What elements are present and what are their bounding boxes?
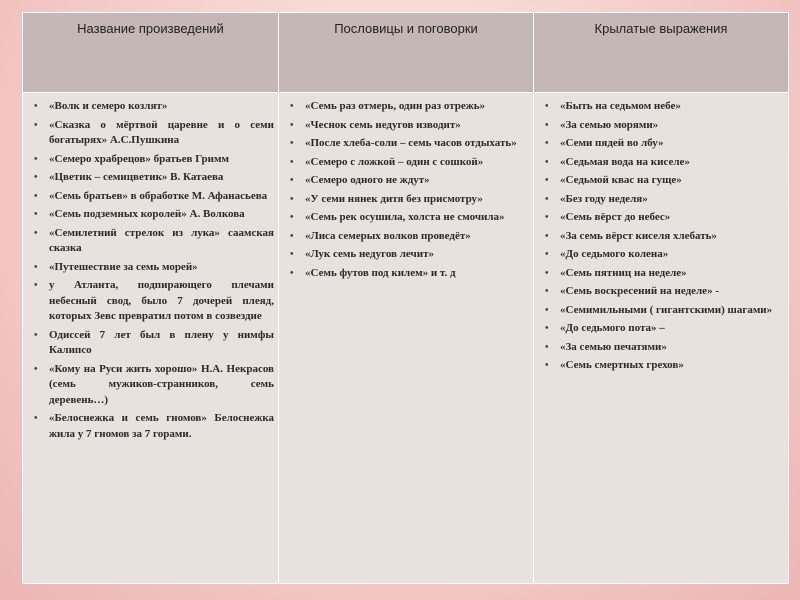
list-item: • «Семь футов под килем» и т. д	[287, 266, 529, 282]
list-item: • «Семь братьев» в обработке М. Афанасьева	[31, 189, 274, 205]
proverbs-list	[287, 99, 529, 281]
list-item: • Одиссей 7 лет был в плену у нимфы Калипсо	[31, 328, 274, 359]
list-item: • «За семь вёрст киселя хлебать»	[542, 229, 784, 245]
list-item: • «Седьмая вода на киселе»	[542, 155, 784, 171]
list-item: • «Семь рек осушила, холста не смочила»	[287, 210, 529, 226]
list-item: • «Путешествие за семь морей»	[31, 260, 274, 276]
list-item: • «Кому на Руси жить хорошо» Н.А. Некрасов (семь мужиков-странников, семь деревень…)	[31, 362, 274, 409]
phrases-cell	[534, 93, 789, 584]
list-item: • «Цветик – семицветик» В. Катаева	[31, 170, 274, 186]
list-item: • «Семеро одного не ждут»	[287, 173, 529, 189]
header-proverbs: Пословицы и поговорки	[279, 13, 534, 93]
list-item: • «После хлеба-соли – семь часов отдыхать»	[287, 136, 529, 152]
list-item: • «Семь пятниц на неделе»	[542, 266, 784, 282]
list-item: • «Семимильными ( гигантскими) шагами»	[542, 303, 784, 319]
list-item: • «Семь вёрст до небес»	[542, 210, 784, 226]
list-item: • «Седьмой квас на гуще»	[542, 173, 784, 189]
header-row	[23, 13, 789, 93]
list-item: • «За семью печатями»	[542, 340, 784, 356]
list-item: • «Семь смертных грехов»	[542, 358, 784, 374]
list-item: • «До седьмого колена»	[542, 247, 784, 263]
list-item: • «До седьмого пота» –	[542, 321, 784, 337]
list-item: • «Семь подземных королей» А. Волкова	[31, 207, 274, 223]
list-item: • «Быть на седьмом небе»	[542, 99, 784, 115]
header-works: Название произведений	[23, 13, 279, 93]
list-item: • «Семилетний стрелок из лука» саамская сказка	[31, 226, 274, 257]
list-item: • «У семи нянек дитя без присмотру»	[287, 192, 529, 208]
list-item: • «Семеро храбрецов» братьев Гримм	[31, 152, 274, 168]
list-item: • «Сказка о мёртвой царевне и о семи богатырях» А.С.Пушкина	[31, 118, 274, 149]
list-item: • «Волк и семеро козлят»	[31, 99, 274, 115]
list-item: • «Семь раз отмерь, один раз отрежь»	[287, 99, 529, 115]
list-item: • «Семи пядей во лбу»	[542, 136, 784, 152]
list-item: • «Лиса семерых волков проведёт»	[287, 229, 529, 245]
works-cell	[23, 93, 279, 584]
list-item: • «Семь воскресений на неделе» -	[542, 284, 784, 300]
content-table	[22, 12, 789, 584]
phrases-list	[542, 99, 784, 374]
list-item: • «Белоснежка и семь гномов» Белоснежка жила у 7 гномов за 7 горами.	[31, 411, 274, 442]
list-item: • «Чеснок семь недугов изводит»	[287, 118, 529, 134]
list-item: • «За семью морями»	[542, 118, 784, 134]
header-phrases: Крылатые выражения	[534, 13, 789, 93]
works-list	[31, 99, 274, 442]
list-item: • «Без году неделя»	[542, 192, 784, 208]
list-item: • у Атланта, подпирающего плечами небесный свод, было 7 дочерей плеяд, которых Зевс превратил потом в созвездие	[31, 278, 274, 325]
list-item: • «Семеро с ложкой – один с сошкой»	[287, 155, 529, 171]
content-row	[23, 93, 789, 584]
proverbs-cell	[279, 93, 534, 584]
list-item: • «Лук семь недугов лечит»	[287, 247, 529, 263]
